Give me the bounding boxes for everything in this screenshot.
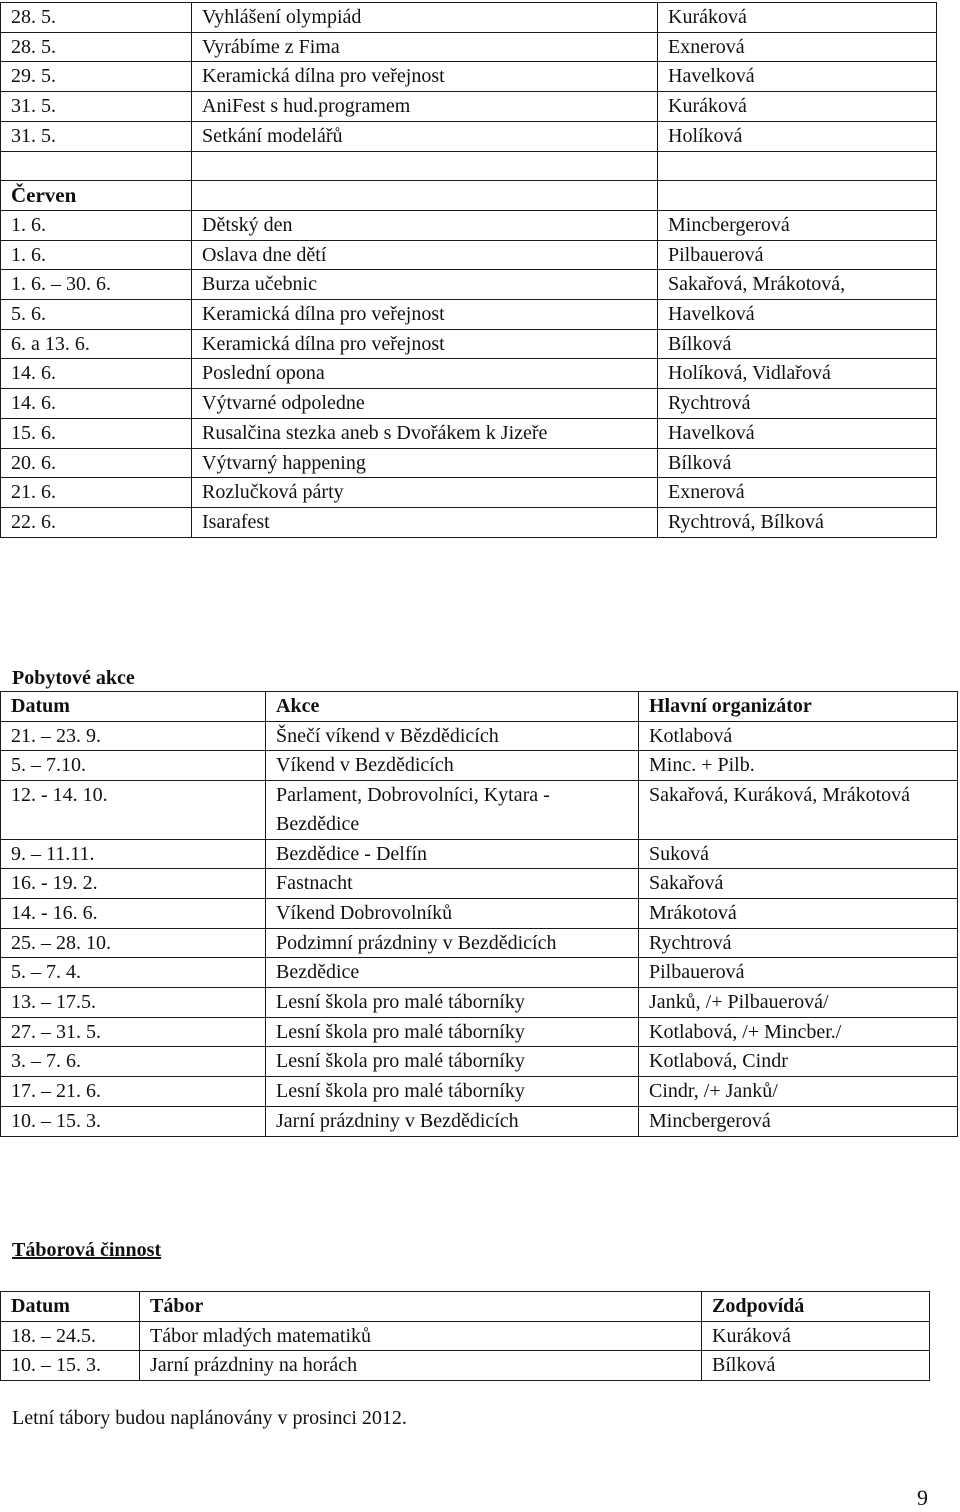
date-cell: 14. 6.: [1, 389, 192, 419]
table-row: [1, 1017, 958, 1047]
organizer-cell: Suková: [639, 839, 958, 869]
date-cell: 31. 5.: [1, 92, 192, 122]
table-row: [1, 32, 937, 62]
table-header-row: [1, 692, 958, 722]
date-cell: 14. - 16. 6.: [1, 898, 266, 928]
table-row: [1, 507, 937, 537]
table-row: [1, 62, 937, 92]
calendar-table: [0, 2, 937, 538]
table-row: [1, 839, 958, 869]
date-cell: 21. 6.: [1, 478, 192, 508]
organizer-cell: Rychtrová, Bílková: [658, 507, 937, 537]
event-cell: Výtvarné odpoledne: [192, 389, 658, 419]
table-row: [1, 751, 958, 781]
month-heading: Červen: [1, 181, 192, 211]
camp-cell: Jarní prázdniny na horách: [140, 1351, 702, 1381]
date-cell: 10. – 15. 3.: [1, 1106, 266, 1136]
date-cell: 31. 5.: [1, 121, 192, 151]
organizer-cell: Havelková: [658, 62, 937, 92]
date-cell: 17. – 21. 6.: [1, 1077, 266, 1107]
table-row: [1, 1106, 958, 1136]
event-cell: Parlament, Dobrovolníci, Kytara - Bezdědice: [266, 781, 639, 839]
date-cell: 28. 5.: [1, 3, 192, 33]
header-date: Datum: [1, 692, 266, 722]
header-organizer: Hlavní organizátor: [639, 692, 958, 722]
organizer-cell: Rychtrová: [639, 928, 958, 958]
date-cell: 3. – 7. 6.: [1, 1047, 266, 1077]
event-cell: Šnečí víkend v Bězdědicích: [266, 721, 639, 751]
empty-cell: [658, 151, 937, 181]
organizer-cell: Kuráková: [658, 92, 937, 122]
table-row: [1, 270, 937, 300]
empty-cell: [1, 151, 192, 181]
organizer-cell: Janků, /+ Pilbauerová/: [639, 988, 958, 1018]
date-cell: 15. 6.: [1, 418, 192, 448]
event-cell: Lesní škola pro malé táborníky: [266, 988, 639, 1018]
organizer-cell: Kotlabová: [639, 721, 958, 751]
event-cell: Víkend v Bezdědicích: [266, 751, 639, 781]
table-row: [1, 988, 958, 1018]
event-cell: Víkend Dobrovolníků: [266, 898, 639, 928]
event-cell: Oslava dne dětí: [192, 240, 658, 270]
event-cell: Burza učebnic: [192, 270, 658, 300]
responsible-cell: Bílková: [702, 1351, 930, 1381]
event-cell: Keramická dílna pro veřejnost: [192, 62, 658, 92]
date-cell: 5. – 7. 4.: [1, 958, 266, 988]
event-cell: Rozlučková párty: [192, 478, 658, 508]
organizer-cell: Sakařová, Kuráková, Mrákotová: [639, 781, 958, 839]
table-row: [1, 121, 937, 151]
event-cell: Výtvarný happening: [192, 448, 658, 478]
event-cell: Keramická dílna pro veřejnost: [192, 329, 658, 359]
table-row: [1, 1047, 958, 1077]
event-cell: Lesní škola pro malé táborníky: [266, 1077, 639, 1107]
table-row: [1, 389, 937, 419]
camps-section-title: Táborová činnost: [12, 1239, 162, 1261]
stays-table: [0, 691, 958, 1137]
organizer-cell: Kotlabová, /+ Mincber./: [639, 1017, 958, 1047]
event-cell: Keramická dílna pro veřejnost: [192, 300, 658, 330]
date-cell: 21. – 23. 9.: [1, 721, 266, 751]
organizer-cell: Bílková: [658, 329, 937, 359]
date-cell: 20. 6.: [1, 448, 192, 478]
table-row: [1, 928, 958, 958]
empty-cell: [658, 181, 937, 211]
page-number: 9: [917, 1485, 928, 1510]
table-row: [1, 359, 937, 389]
date-cell: 6. a 13. 6.: [1, 329, 192, 359]
date-cell: 16. - 19. 2.: [1, 869, 266, 899]
date-cell: 10. – 15. 3.: [1, 1351, 140, 1381]
organizer-cell: Mrákotová: [639, 898, 958, 928]
header-date: Datum: [1, 1292, 140, 1322]
event-cell: Dětský den: [192, 210, 658, 240]
table-row: [1, 721, 958, 751]
date-cell: 14. 6.: [1, 359, 192, 389]
event-cell: Bezdědice - Delfín: [266, 839, 639, 869]
date-cell: 27. – 31. 5.: [1, 1017, 266, 1047]
table-row: [1, 418, 937, 448]
table-row: [1, 1077, 958, 1107]
table-row: [1, 329, 937, 359]
organizer-cell: Kuráková: [658, 3, 937, 33]
event-cell: Isarafest: [192, 507, 658, 537]
table-row: [1, 1351, 930, 1381]
organizer-cell: Sakařová, Mrákotová,: [658, 270, 937, 300]
calendar-table-body: [1, 3, 937, 538]
date-cell: 9. – 11.11.: [1, 839, 266, 869]
date-cell: 25. – 28. 10.: [1, 928, 266, 958]
organizer-cell: Rychtrová: [658, 389, 937, 419]
date-cell: 29. 5.: [1, 62, 192, 92]
organizer-cell: Sakařová: [639, 869, 958, 899]
event-cell: Podzimní prázdniny v Bezdědicích: [266, 928, 639, 958]
table-row: [1, 898, 958, 928]
table-row: [1, 958, 958, 988]
organizer-cell: Holíková, Vidlařová: [658, 359, 937, 389]
date-cell: 12. - 14. 10.: [1, 781, 266, 839]
date-cell: 5. – 7.10.: [1, 751, 266, 781]
organizer-cell: Pilbauerová: [658, 240, 937, 270]
event-cell: AniFest s hud.programem: [192, 92, 658, 122]
header-responsible: Zodpovídá: [702, 1292, 930, 1322]
table-row: [1, 478, 937, 508]
table-row: [1, 869, 958, 899]
event-cell: Vyhlášení olympiád: [192, 3, 658, 33]
event-cell: Jarní prázdniny v Bezdědicích: [266, 1106, 639, 1136]
organizer-cell: Minc. + Pilb.: [639, 751, 958, 781]
empty-cell: [192, 151, 658, 181]
camp-cell: Tábor mladých matematiků: [140, 1321, 702, 1351]
empty-cell: [192, 181, 658, 211]
organizer-cell: Cindr, /+ Janků/: [639, 1077, 958, 1107]
date-cell: 28. 5.: [1, 32, 192, 62]
month-row: [1, 181, 937, 211]
table-row: [1, 210, 937, 240]
table-row: [1, 300, 937, 330]
camps-table-body: [1, 1292, 930, 1381]
event-cell: Fastnacht: [266, 869, 639, 899]
organizer-cell: Exnerová: [658, 478, 937, 508]
table-row: [1, 240, 937, 270]
organizer-cell: Havelková: [658, 300, 937, 330]
organizer-cell: Mincbergerová: [639, 1106, 958, 1136]
table-header-row: [1, 1292, 930, 1322]
date-cell: 1. 6.: [1, 210, 192, 240]
summer-camps-note: Letní tábory budou naplánovány v prosinci 2012.: [12, 1407, 407, 1429]
camps-table: [0, 1291, 930, 1381]
stays-table-body: [1, 692, 958, 1137]
table-row: [1, 781, 958, 839]
event-cell: Lesní škola pro malé táborníky: [266, 1017, 639, 1047]
event-cell: Lesní škola pro malé táborníky: [266, 1047, 639, 1077]
table-row: [1, 448, 937, 478]
date-cell: 1. 6. – 30. 6.: [1, 270, 192, 300]
event-cell: Rusalčina stezka aneb s Dvořákem k Jizeře: [192, 418, 658, 448]
date-cell: 1. 6.: [1, 240, 192, 270]
organizer-cell: Havelková: [658, 418, 937, 448]
date-cell: 13. – 17.5.: [1, 988, 266, 1018]
event-cell: Poslední opona: [192, 359, 658, 389]
date-cell: 22. 6.: [1, 507, 192, 537]
organizer-cell: Exnerová: [658, 32, 937, 62]
empty-row: [1, 151, 937, 181]
date-cell: 18. – 24.5.: [1, 1321, 140, 1351]
organizer-cell: Kotlabová, Cindr: [639, 1047, 958, 1077]
organizer-cell: Bílková: [658, 448, 937, 478]
event-cell: Vyrábíme z Fima: [192, 32, 658, 62]
stays-section-title: Pobytové akce: [12, 667, 135, 689]
header-camp: Tábor: [140, 1292, 702, 1322]
table-row: [1, 1321, 930, 1351]
responsible-cell: Kuráková: [702, 1321, 930, 1351]
organizer-cell: Mincbergerová: [658, 210, 937, 240]
organizer-cell: Holíková: [658, 121, 937, 151]
table-row: [1, 3, 937, 33]
organizer-cell: Pilbauerová: [639, 958, 958, 988]
header-event: Akce: [266, 692, 639, 722]
table-row: [1, 92, 937, 122]
event-cell: Bezdědice: [266, 958, 639, 988]
event-cell: Setkání modelářů: [192, 121, 658, 151]
date-cell: 5. 6.: [1, 300, 192, 330]
